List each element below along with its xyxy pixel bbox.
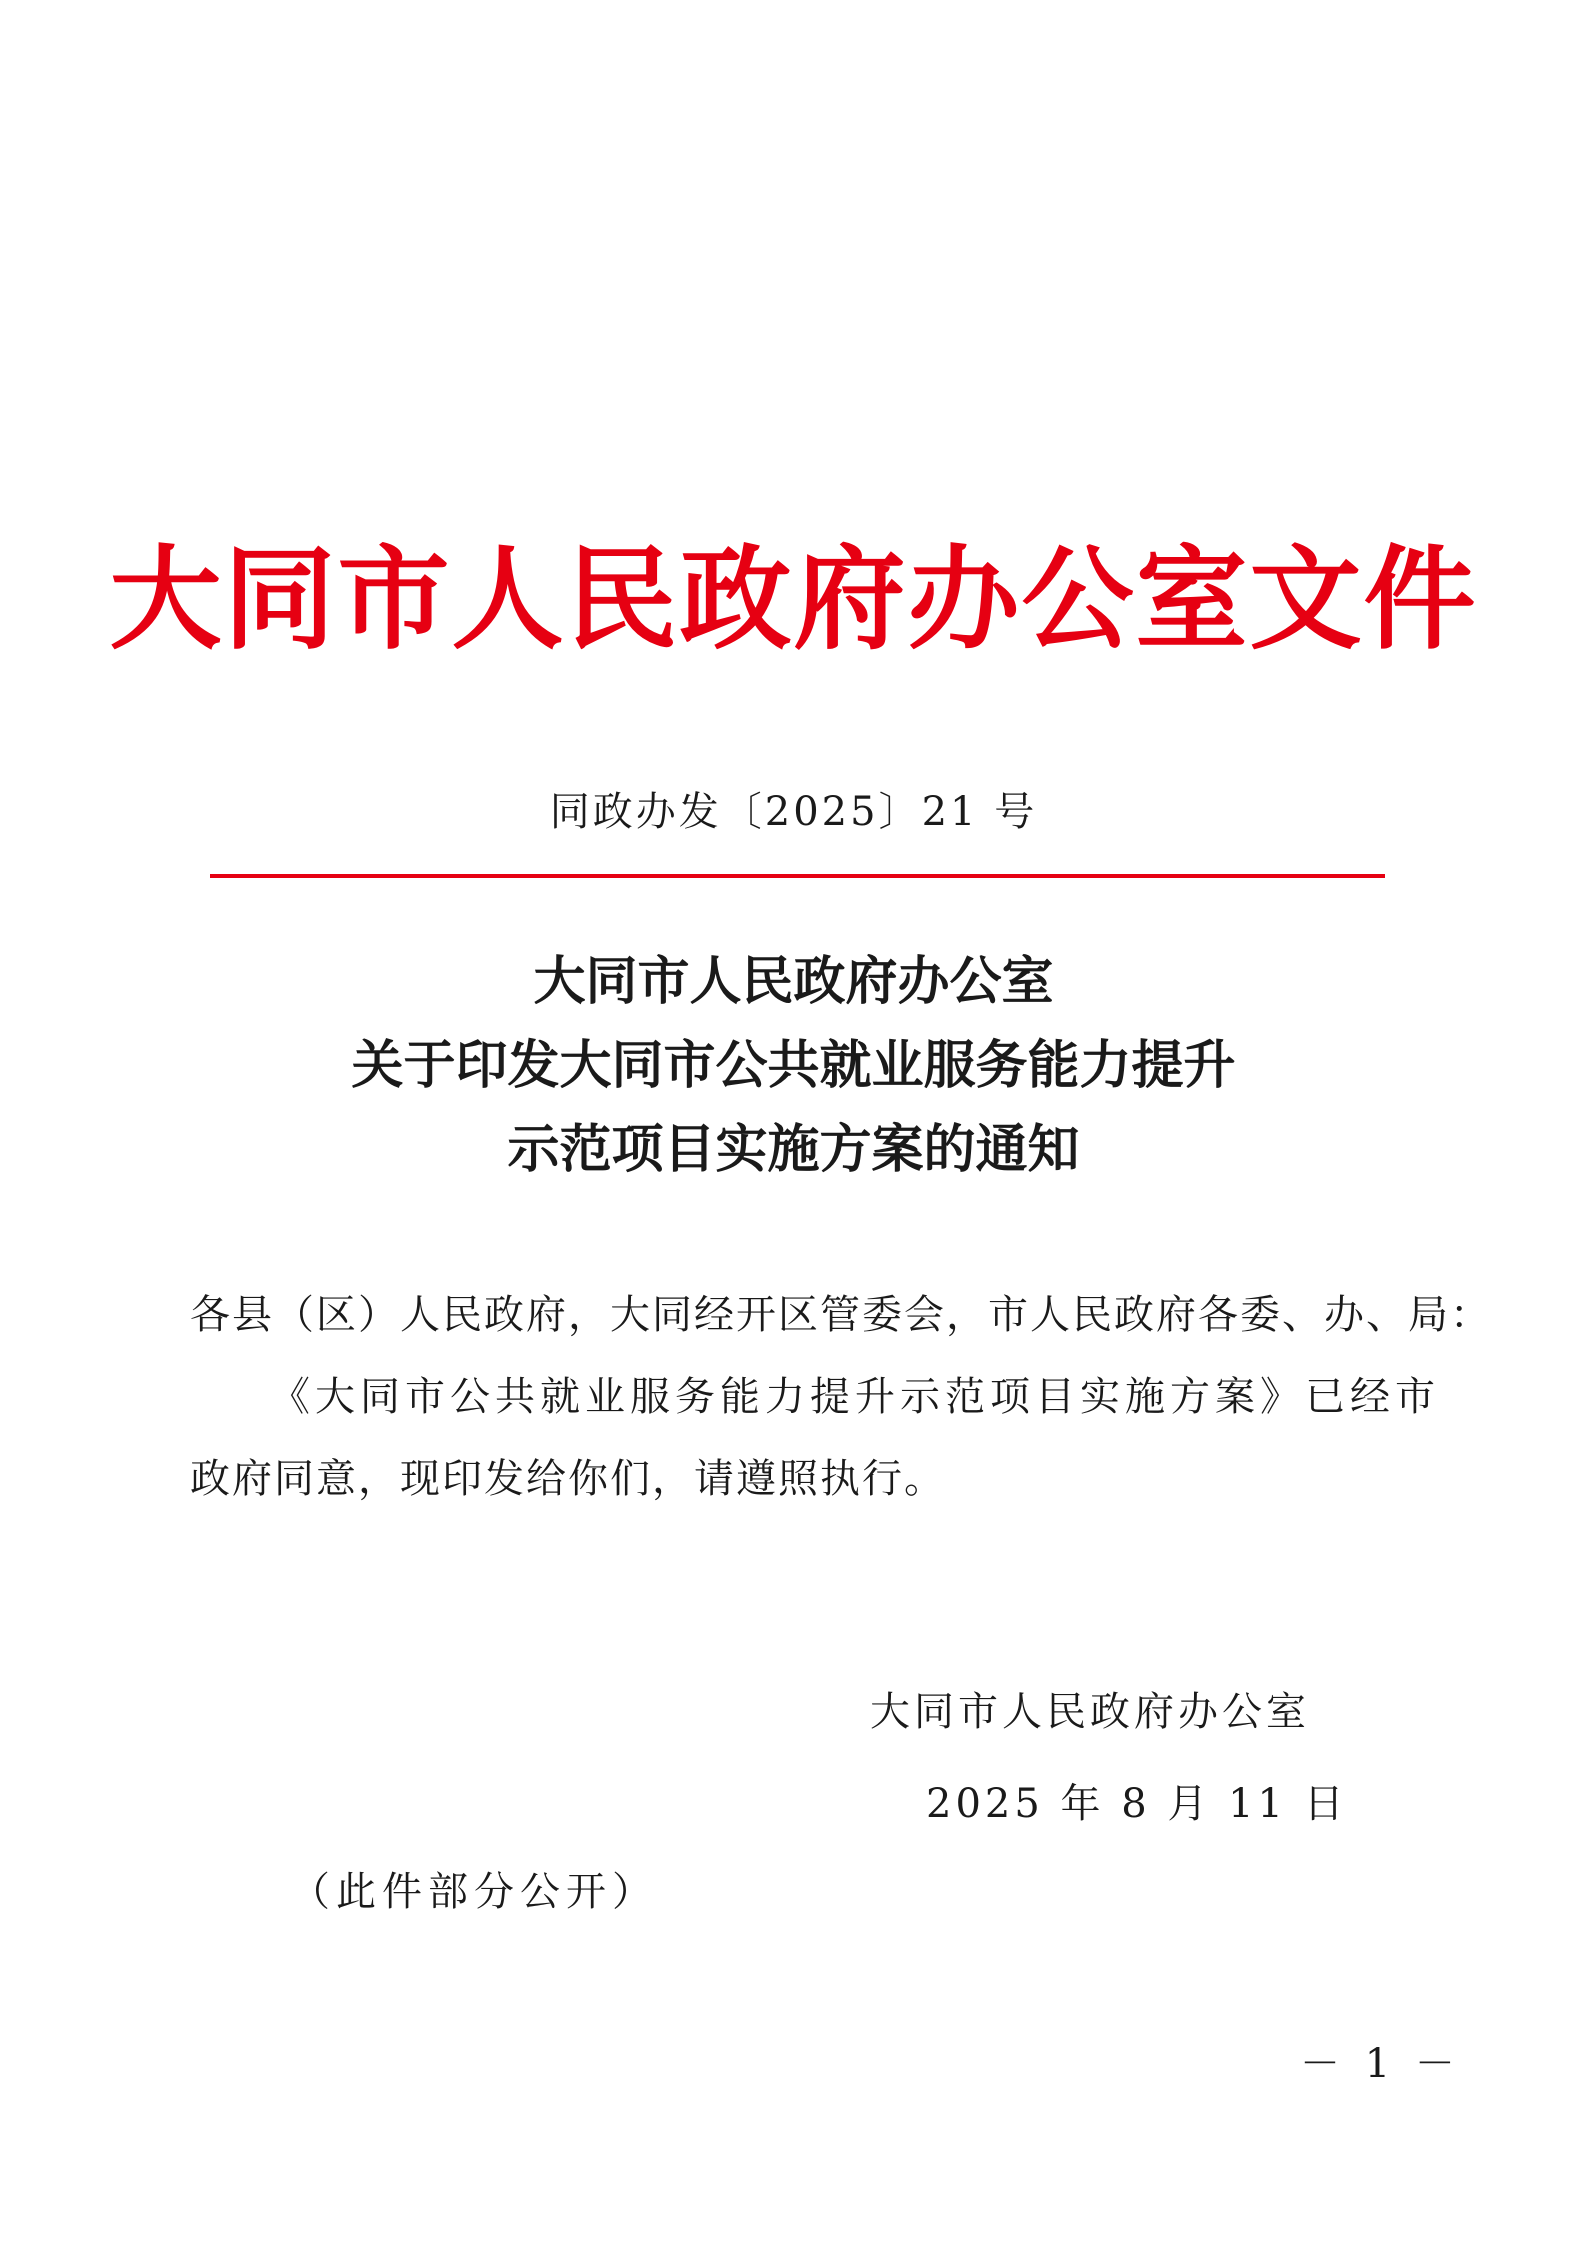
document-title [0, 940, 1587, 1192]
red-divider-line [210, 874, 1385, 878]
body-paragraph-line-1: 《大同市公共就业服务能力提升示范项目实施方案》已经市 [270, 1374, 1440, 1420]
document-masthead: 大同市人民政府办公室文件 [109, 534, 1478, 665]
title-line-3: 示范项目实施方案的通知 [507, 1119, 1080, 1180]
issue-date: 2025 年 8 月 11 日 [926, 1781, 1348, 1827]
body-paragraph-line-2: 政府同意，现印发给你们，请遵照执行。 [190, 1456, 946, 1502]
page-number: － 1 － [1300, 2041, 1461, 2087]
disclosure-note: （此件部分公开） [290, 1869, 658, 1915]
salutation: 各县（区）人民政府，大同经开区管委会，市人民政府各委、办、局： [190, 1292, 1492, 1338]
document-number: 同政办发〔2025〕21 号 [549, 789, 1038, 835]
issuing-authority: 大同市人民政府办公室 [870, 1689, 1310, 1735]
title-line-1: 大同市人民政府办公室 [533, 951, 1054, 1012]
title-line-2: 关于印发大同市公共就业服务能力提升 [351, 1035, 1236, 1096]
